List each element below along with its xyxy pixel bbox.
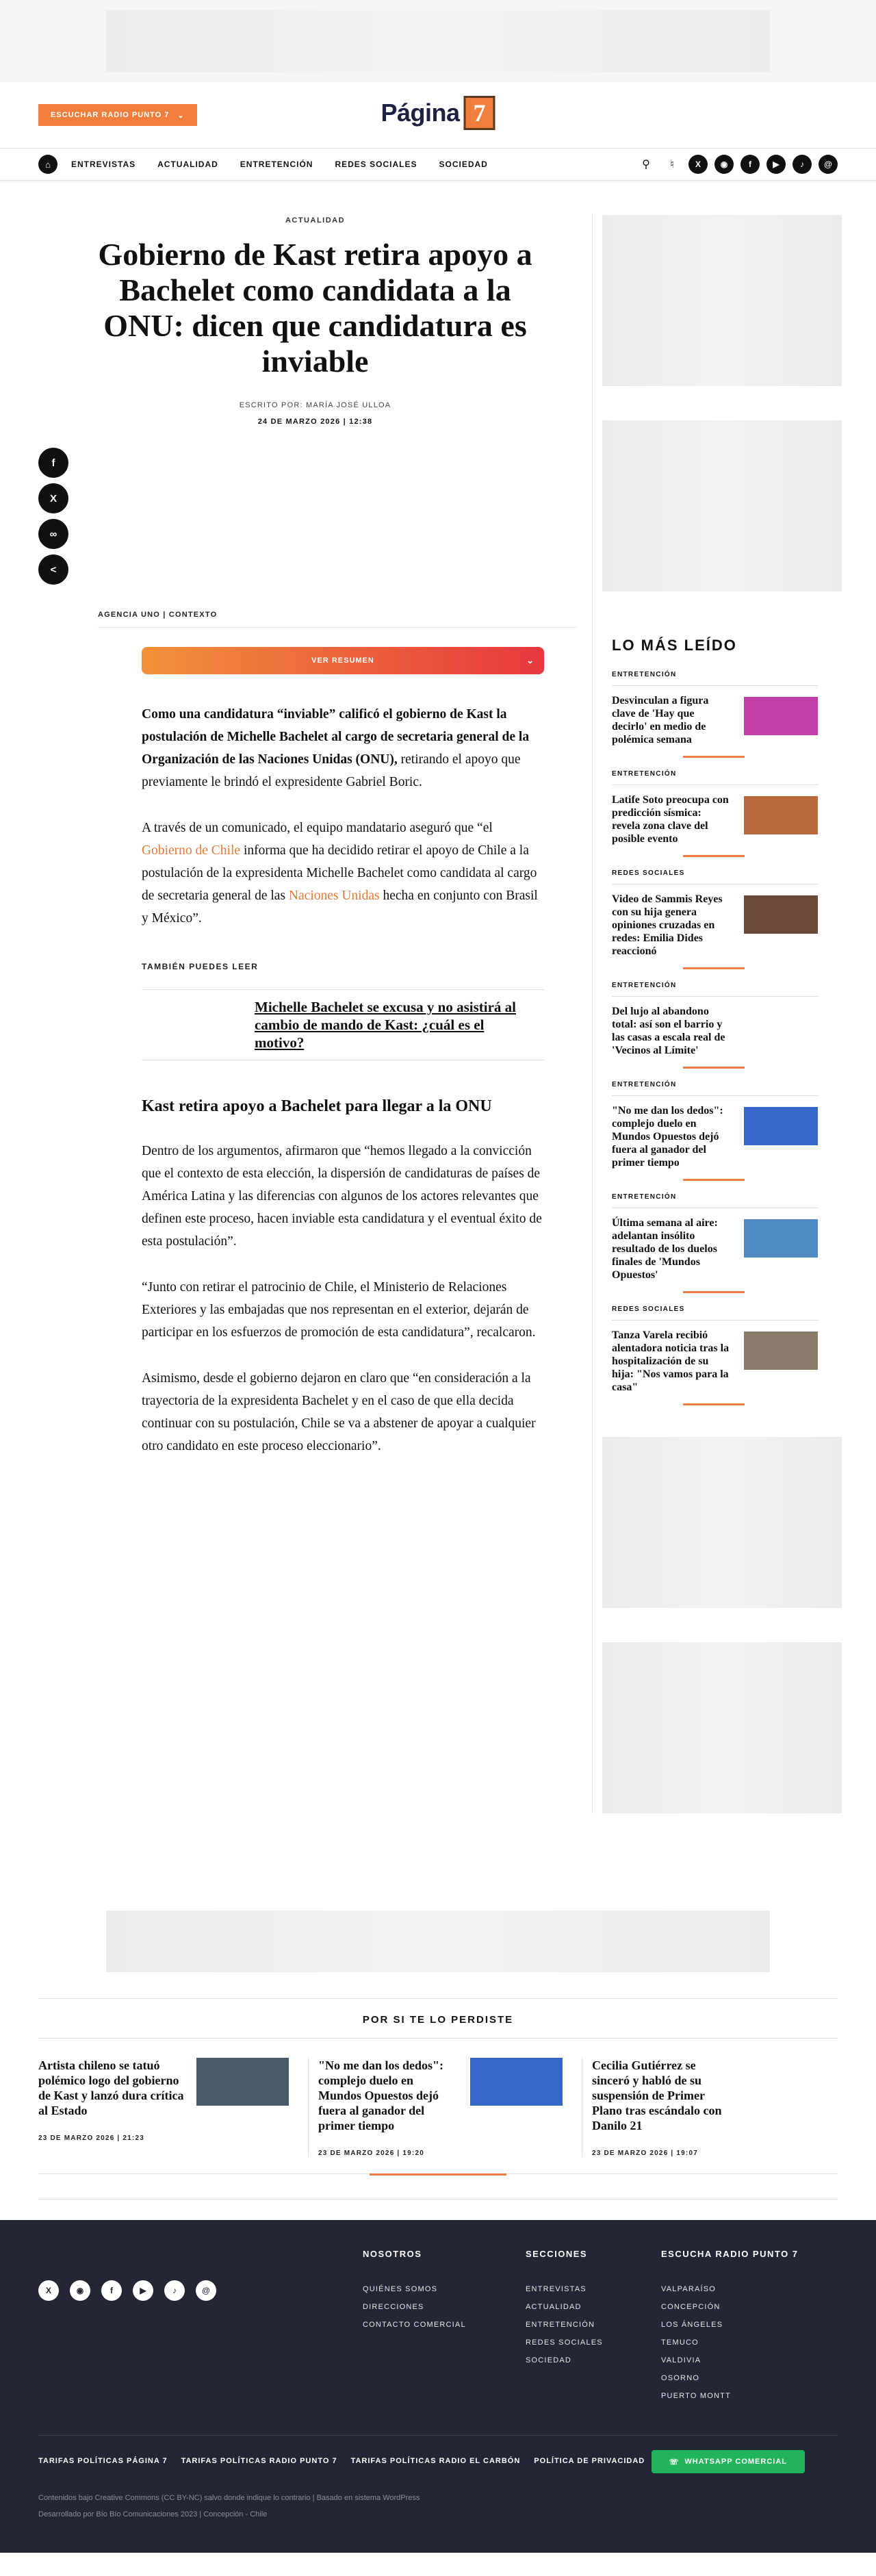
footer-link[interactable]: CONCEPCIÓN [661,2303,721,2311]
missed-grid [38,2058,838,2157]
missed-item[interactable] [582,2058,855,2157]
site-header [0,82,876,181]
sidebar-ad[interactable] [602,420,842,591]
most-read-row [612,1320,819,1394]
most-read-thumbnail[interactable] [744,796,818,834]
article-subheading: Kast retira apoyo a Bachelet para llegar a la ONU [142,1097,492,1115]
article-byline: ESCRITO POR: MARÍA JOSÉ ULLOA [239,401,391,409]
article-title: Gobierno de Kast retira apoyo a Bachelet como candidata a la ONU: dicen que candidatura es inviable [98,237,532,379]
missed-title: POR SI TE LO PERDISTE [38,1998,838,2026]
missed-thumbnail[interactable] [196,2058,289,2106]
also-read-label: TAMBIÉN PUEDES LEER [142,962,259,971]
most-read-item[interactable] [612,857,819,969]
paragraph: “Junto con retirar el patrocinio de Chile, el Ministerio de Relaciones Exteriores y las embajadas que nos representan en el exterior, dejarán de participar en los esfuerzos de promoción de esta candidatura”, recalcaron. [142,1280,536,1340]
logo-text: Página [381,99,460,127]
nav-item-actualidad[interactable]: ACTUALIDAD [157,160,218,169]
top-ad-band [0,0,876,82]
footer-col-title: ESCUCHA RADIO PUNTO 7 [661,2249,799,2259]
most-read-category[interactable]: REDES SOCIALES [612,1305,685,1313]
most-read-item[interactable] [612,758,819,857]
footer-link[interactable]: VALDIVIA [661,2356,701,2364]
footer-link[interactable]: SOCIEDAD [526,2356,572,2364]
most-read-category[interactable]: ENTRETENCIÓN [612,982,677,989]
missed-section [0,1998,876,2199]
missed-thumbnail[interactable] [470,2058,563,2106]
article [38,215,592,1813]
footer-links [38,2457,645,2465]
footer-link[interactable]: DIRECCIONES [363,2303,424,2311]
most-read-thumbnail[interactable] [744,895,818,934]
footer-policy-link[interactable]: POLÍTICA DE PRIVACIDAD [534,2457,645,2465]
most-read-category[interactable]: ENTRETENCIÓN [612,671,677,678]
most-read-category[interactable]: REDES SOCIALES [612,869,685,877]
most-read-list [612,671,819,1405]
most-read-row [612,996,819,1057]
also-read-link[interactable]: Michelle Bachelet se excusa y no asistirá al cambio de mando de Kast: ¿cuál es el motivo? [255,999,517,1051]
most-read-row [612,884,819,958]
missed-date: 23 DE MARZO 2026 | 19:07 [592,2150,698,2157]
most-read-row [612,785,819,845]
footer-socials [38,2280,216,2301]
listen-radio-label: ESCUCHAR RADIO PUNTO 7 [51,111,170,119]
site-footer [0,2220,876,2553]
footer-col-title: NOSOTROS [363,2249,422,2259]
nav-item-entretencion[interactable]: ENTRETENCIÓN [240,160,313,169]
most-read-category[interactable]: ENTRETENCIÓN [612,1193,677,1201]
summary-button[interactable] [142,647,544,674]
paragraph [142,817,544,930]
bottom-ad[interactable] [106,1911,770,1972]
summary-button-label: VER RESUMEN [311,656,374,665]
nav-tools [636,155,838,174]
tiktok-icon[interactable]: ♪ [164,2280,185,2301]
most-read-thumbnail[interactable] [744,1107,818,1145]
nav-items [71,160,488,169]
missed-headline[interactable]: Cecilia Gutiérrez se sinceró y habló de su suspensión de Primer Plano tras escándalo con Danilo 21 [592,2058,722,2132]
threads-icon[interactable]: @ [196,2280,216,2301]
footer-col-secciones [526,2249,603,2374]
most-read-title-link[interactable]: Del lujo al abandono total: así son el barrio y las casas a escala real de 'Vecinos al Límite' [612,1006,725,1056]
footer-list [661,2285,799,2400]
footer-col-radio [661,2249,799,2410]
footer-link[interactable]: ACTUALIDAD [526,2303,582,2311]
bell-icon[interactable]: ♮ [670,159,674,170]
footer-link[interactable]: LOS ÁNGELES [661,2321,723,2329]
article-body [142,703,544,1457]
footer-link[interactable]: CONTACTO COMERCIAL [363,2321,466,2329]
most-read-thumbnail[interactable] [744,1331,818,1370]
column-divider [592,215,593,1813]
missed-accent-bar [370,2173,506,2176]
missed-headline[interactable]: Artista chileno se tatuó polémico logo del gobierno de Kast y lanzó dura crítica al Estado [38,2058,184,2117]
sidebar-ad[interactable] [602,215,842,386]
accent-bar [683,1403,745,1405]
footer-developed: Desarrollado por Bío Bío Comunicaciones 2023 | Concepción - Chile [38,2510,268,2518]
missed-date: 23 DE MARZO 2026 | 21:23 [38,2134,144,2142]
missed-item[interactable] [308,2058,582,2157]
missed-divider [38,2038,838,2039]
most-read-category[interactable]: ENTRETENCIÓN [612,1081,677,1088]
whatsapp-icon: ☏ [669,2458,680,2466]
p2-a: A través de un comunicado, el equipo mandatario aseguró que “el [142,821,493,835]
footer-link[interactable]: VALPARAÍSO [661,2285,717,2293]
sidebar-ad[interactable] [602,1642,842,1813]
footer-link[interactable]: QUIÉNES SOMOS [363,2285,438,2293]
nav-item-sociedad[interactable]: SOCIEDAD [439,160,488,169]
most-read-title: LO MÁS LEÍDO [612,637,737,654]
bottom-ad-wrap [0,1911,876,1972]
footer-policy-link[interactable]: TARIFAS POLÍTICAS RADIO EL CARBÓN [350,2457,521,2465]
missed-headline[interactable]: "No me dan los dedos": complejo duelo en Mundos Opuestos dejó fuera al ganador del primer tiempo [318,2058,444,2132]
most-read-category[interactable]: ENTRETENCIÓN [612,770,677,778]
footer-link[interactable]: ENTRETENCIÓN [526,2321,595,2329]
most-read-row [612,1095,819,1169]
instagram-icon[interactable]: ◉ [70,2280,90,2301]
footer-link[interactable]: OSORNO [661,2374,700,2382]
p2-c: hecha en conjunto con Brasil y México”. [142,889,538,926]
nav-item-redes-sociales[interactable]: REDES SOCIALES [335,160,417,169]
missed-item[interactable] [38,2058,308,2157]
footer-policy-link[interactable]: TARIFAS POLÍTICAS PÁGINA 7 [38,2457,168,2465]
listen-radio-button[interactable] [38,104,197,126]
most-read-title-link[interactable]: Video de Sammis Reyes con su hija genera opiniones cruzadas en redes: Emilia Dides reaccionó [612,893,723,957]
footer-col-title: SECCIONES [526,2249,588,2259]
missed-row [318,2058,563,2133]
footer-policy-link[interactable]: TARIFAS POLÍTICAS RADIO PUNTO 7 [181,2457,337,2465]
most-read-item[interactable] [612,1181,819,1293]
footer-col-nosotros [363,2249,466,2338]
most-read-item[interactable] [612,671,819,758]
paragraph: Dentro de los argumentos, afirmaron que “hemos llegado a la convicción que el contexto de esta elección, la dispersión de candidaturas de países de América Latina y las diferencias con algunos de los actores relevantes que definen este proceso, hacen inviable esta candidatura y el eventual éxito de esta postulación”. [142,1144,542,1249]
missed-thumbnail[interactable] [744,2058,836,2106]
whatsapp-button[interactable] [652,2450,805,2473]
most-read-row [612,1208,819,1281]
instagram-icon[interactable]: ◉ [714,155,734,174]
missed-row [592,2058,836,2133]
home-icon[interactable]: ⌂ [38,155,57,174]
most-read-item[interactable] [612,1069,819,1181]
lead-rest: retirando el apoyo que previamente le brindó el expresidente Gabriel Boric. [142,752,521,789]
most-read-title-link[interactable]: Latife Soto preocupa con predicción sísmica: revela zona clave del posible evento [612,794,729,845]
most-read-thumbnail[interactable] [744,1008,818,1046]
share-icon[interactable]: < [38,554,68,585]
most-read-thumbnail[interactable] [744,697,818,735]
footer-divider [38,2435,838,2436]
threads-icon[interactable]: @ [819,155,838,174]
footer-license: Contenidos bajo Creative Commons (CC BY-NC) salvo donde indique lo contrario | Basado en sistema WordPress [38,2494,420,2502]
tiktok-icon[interactable]: ♪ [793,155,812,174]
most-read-title-link[interactable]: Desvinculan a figura clave de 'Hay que decirlo' en medio de polémica semana [612,695,709,745]
main-nav [0,148,876,181]
missed-date: 23 DE MARZO 2026 | 19:20 [318,2150,424,2157]
lead-bold: Como una candidatura “inviable” calificó el gobierno de Kast la postulación de Michelle Bachelet al cargo de secretaria general de la Organización de las Naciones Unidas (ONU), [142,707,530,767]
most-read-item[interactable] [612,969,819,1069]
logo-number: 7 [464,96,495,130]
youtube-icon[interactable]: ▶ [133,2280,153,2301]
chevron-down-icon: ⌄ [526,655,534,665]
most-read-title-link[interactable]: "No me dan los dedos": complejo duelo en Mundos Opuestos dejó fuera al ganador del primer tiempo [612,1105,723,1169]
p2-b: informa que ha decidido retirar el apoyo de Chile a la postulación de la expresidenta Michelle Bachelet como candidata al cargo de secretaria general de las [142,843,537,903]
x-icon[interactable]: X [38,2280,59,2301]
top-ad[interactable] [106,10,770,72]
facebook-share-icon[interactable]: f [38,448,68,478]
youtube-icon[interactable]: ▶ [766,155,786,174]
footer-link[interactable]: TEMUCO [661,2338,699,2347]
copy-link-icon[interactable]: ∞ [38,519,68,549]
most-read-item[interactable] [612,1293,819,1405]
credit-divider [98,627,577,628]
main-content [0,181,876,1813]
missed-bottom-divider [38,2173,838,2174]
share-rail [38,448,68,585]
header-top [0,82,876,148]
most-read-title-link[interactable]: Tanza Varela recibió alentadora noticia tras la hospitalización de su hija: "Nos vamos para la casa" [612,1329,730,1393]
footer-link[interactable]: REDES SOCIALES [526,2338,603,2347]
search-icon[interactable]: ⚲ [642,159,650,170]
article-date: 24 DE MARZO 2026 | 12:38 [257,418,373,426]
facebook-icon[interactable]: f [101,2280,122,2301]
link-naciones-unidas[interactable]: Naciones Unidas [288,889,380,903]
sidebar-ad[interactable] [602,1437,842,1608]
whatsapp-label: WHATSAPP COMERCIAL [684,2458,787,2466]
footer-list [363,2285,466,2329]
nav-item-entrevistas[interactable]: ENTREVISTAS [71,160,136,169]
paragraph: Asimismo, desde el gobierno dejaron en claro que “en consideración a la trayectoria de la expresidenta Bachelet y en el caso de que ella decida continuar con su postulación, Chile se va a abstener de apoyar a cualquier otro candidato en este proceso eleccionario”. [142,1371,536,1453]
most-read-thumbnail[interactable] [744,1219,818,1258]
also-read-box [142,989,544,1060]
missed-row [38,2058,289,2118]
link-gobierno-de-chile[interactable]: Gobierno de Chile [142,843,241,858]
article-category[interactable]: ACTUALIDAD [285,216,346,225]
most-read-title-link[interactable]: Última semana al aire: adelantan insólito resultado de los duelos finales de 'Mundos Opuestos' [612,1217,718,1281]
x-share-icon[interactable]: X [38,483,68,513]
footer-link[interactable]: ENTREVISTAS [526,2285,587,2293]
most-read-row [612,685,819,746]
sidebar [597,215,838,1813]
facebook-icon[interactable]: f [740,155,760,174]
site-logo[interactable] [381,96,495,130]
x-icon[interactable]: X [688,155,708,174]
photo-credit: AGENCIA UNO | CONTEXTO [98,611,218,619]
footer-list [526,2285,603,2364]
chevron-down-icon: ⌄ [177,111,185,120]
footer-link[interactable]: PUERTO MONTT [661,2392,731,2400]
paragraph [142,703,544,793]
